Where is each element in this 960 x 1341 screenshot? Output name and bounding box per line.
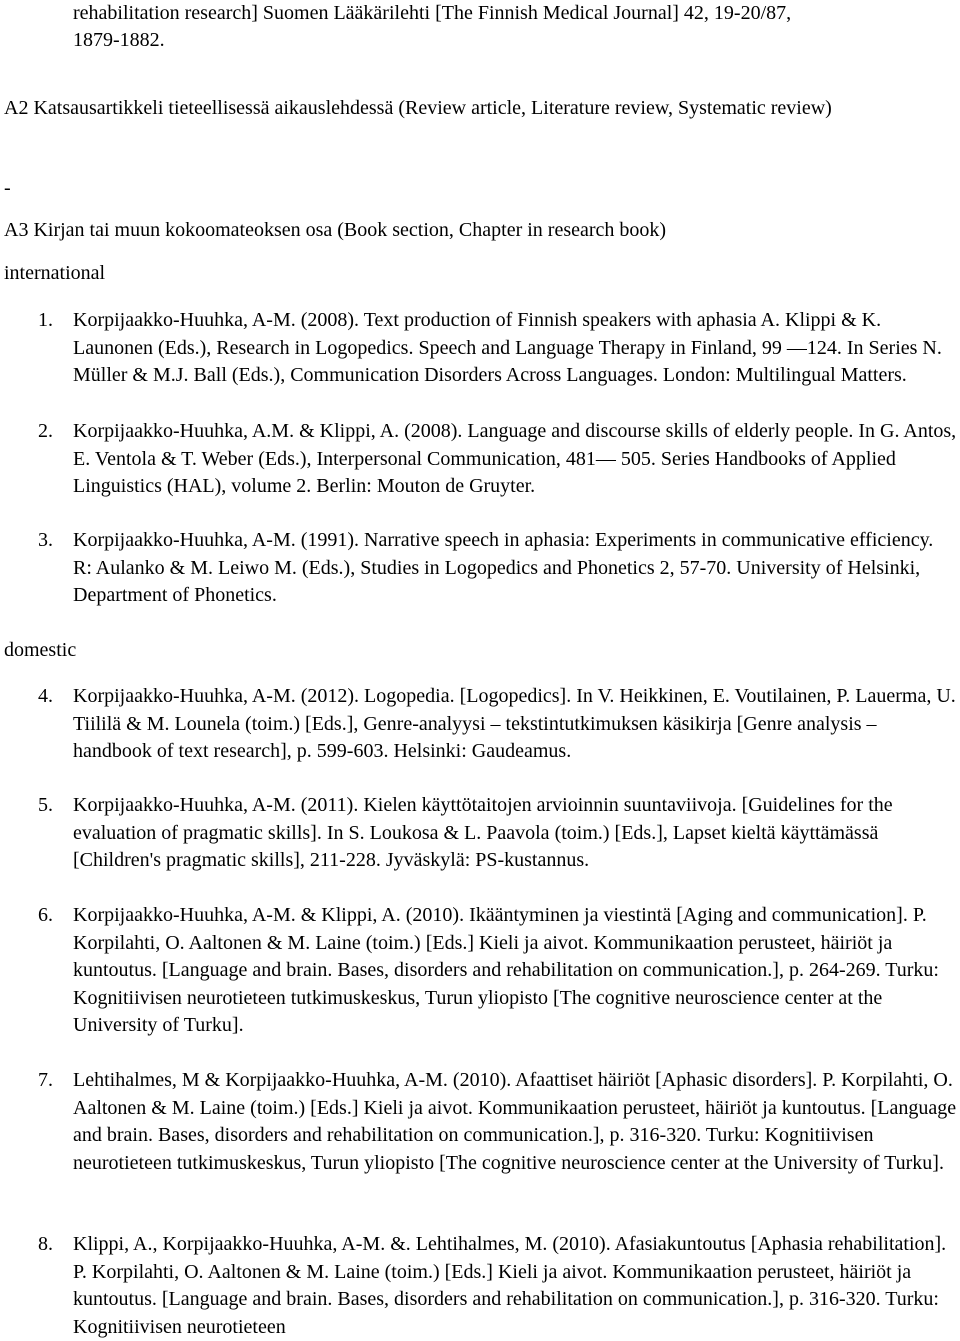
reference-number: 4.	[38, 685, 53, 707]
reference-text: Klippi, A., Korpijaakko-Huuhka, A-M. &. Lehtihalmes, M. (2010). Afasiakuntoutus [Aphasia rehabilitation]. P. Korpilahti, O. Aaltonen & M. Laine (toim.) [Eds.] Kieli ja aivot. Kommunikaation perusteet, häiriöt ja kuntoutus. [Language and brain. Bases, disorders and rehabilitation on communication.], p. 316-320. Turku: Kognitiivisen neurotieteen	[73, 1233, 947, 1338]
reference-text: Korpijaakko-Huuhka, A-M. (1991). Narrative speech in aphasia: Experiments in communicative efficiency. R: Aulanko & M. Leiwo M. (Eds.), Studies in Logopedics and Phonetics 2, 57-70. University of Helsinki, Department of Phonetics.	[73, 529, 934, 606]
reference-number: 1.	[38, 309, 53, 331]
reference-number: 5.	[38, 794, 53, 816]
reference-number: 2.	[38, 420, 53, 442]
section-international-label: international	[4, 262, 106, 284]
category-a2-heading: A2 Katsausartikkeli tieteellisessä aikauslehdessä (Review article, Literature review, Systematic review)	[4, 97, 832, 119]
reference-number: 8.	[38, 1233, 53, 1255]
reference-text: Korpijaakko-Huuhka, A-M. (2012). Logopedia. [Logopedics]. In V. Heikkinen, E. Voutilainen, P. Lauerma, U. Tiililä & M. Lounela (toim.) [Eds.], Genre-analyysi – tekstintutkimuksen käsikirja [Genre analysis – handbook of text research], p. 599-603. Helsinki: Gaudeamus.	[73, 685, 956, 762]
reference-text: Korpijaakko-Huuhka, A-M. (2011). Kielen käyttötaitojen arvioinnin suuntaviivoja. [Guidelines for the evaluation of pragmatic skills]. In S. Loukosa & L. Paavola (toim.) [Eds.], Lapset kieltä käyttämässä [Children's pragmatic skills], 211-228. Jyväskylä: PS-kustannus.	[73, 794, 893, 871]
category-a3-heading: A3 Kirjan tai muun kokoomateoksen osa (Book section, Chapter in research book)	[4, 219, 667, 241]
reference-number: 6.	[38, 904, 53, 926]
section-domestic-label: domestic	[4, 639, 77, 661]
reference-text: Korpijaakko-Huuhka, A-M. & Klippi, A. (2010). Ikääntyminen ja viestintä [Aging and communication]. P. Korpilahti, O. Aaltonen & M. Laine (toim.) [Eds.] Kieli ja aivot. Kommunikaation perusteet, häiriöt ja kuntoutus. [Language and brain. Bases, disorders and rehabilitation on communication.], p. 264-269. Turku: Kognitiivisen neurotieteen tutkimuskeskus, Turun yliopisto [The cognitive neuroscience center at the University of Turku].	[73, 904, 939, 1036]
reference-text: Korpijaakko-Huuhka, A-M. (2008). Text production of Finnish speakers with aphasia A. Klippi & K. Launonen (Eds.), Research in Logopedics. Speech and Language Therapy in Finland, 99 ―124. In Series N. Müller & M.J. Ball (Eds.), Communication Disorders Across Languages. London: Multilingual Matters.	[73, 309, 942, 386]
reference-number: 3.	[38, 529, 53, 551]
category-a2-value: -	[4, 177, 11, 199]
reference-number: 7.	[38, 1069, 53, 1091]
fragment-line-2: 1879-1882.	[73, 29, 165, 51]
fragment-line-1: rehabilitation research] Suomen Lääkärilehti [The Finnish Medical Journal] 42, 19-20/87,	[73, 2, 792, 24]
reference-text: Korpijaakko-Huuhka, A.M. & Klippi, A. (2008). Language and discourse skills of elderly people. In G. Antos, E. Ventola & T. Weber (Eds.), Interpersonal Communication, 481― 505. Series Handbooks of Applied Linguistics (HAL), volume 2. Berlin: Mouton de Gruyter.	[73, 420, 957, 497]
reference-text: Lehtihalmes, M & Korpijaakko-Huuhka, A-M. (2010). Afaattiset häiriöt [Aphasic disorders]. P. Korpilahti, O. Aaltonen & M. Laine (toim.) [Eds.] Kieli ja aivot. Kommunikaation perusteet, häiriöt ja kuntoutus. [Language and brain. Bases, disorders and rehabilitation on communication.], p. 316-320. Turku: Kognitiivisen neurotieteen tutkimuskeskus, Turun yliopisto [The cognitive neuroscience center at the University of Turku].	[73, 1069, 957, 1174]
